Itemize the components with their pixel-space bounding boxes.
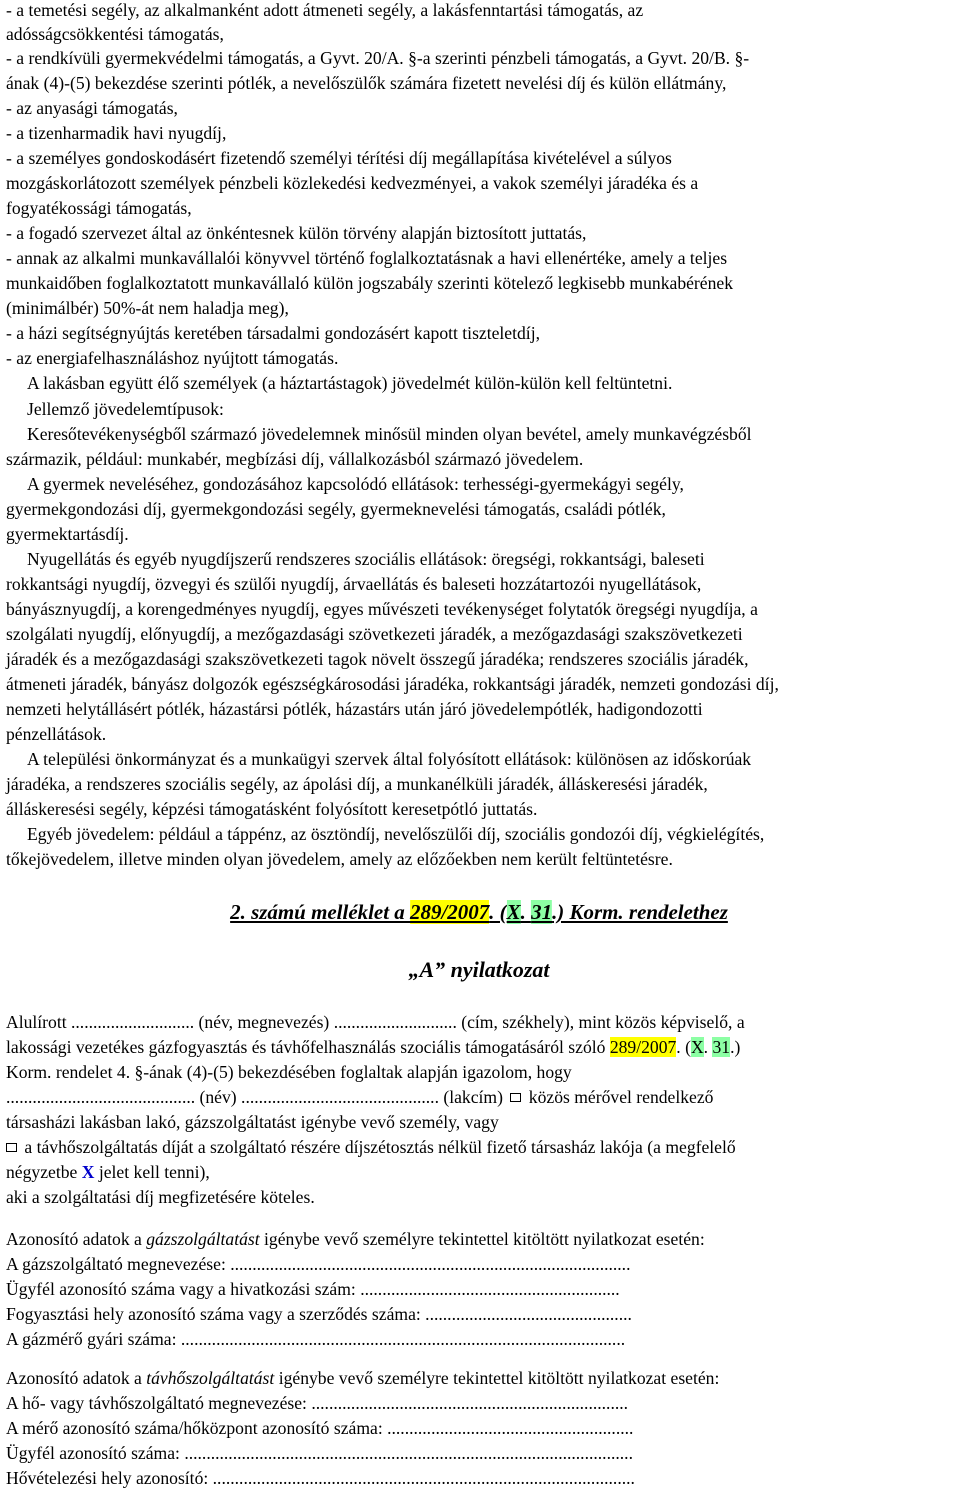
declaration-text: . [703,1037,713,1057]
gas-field-provider[interactable]: A gázszolgáltató megnevezése: ........................................................................................... [6,1254,631,1274]
heat-field-meter-id[interactable]: A mérő azonosító száma/hőközpont azonosító száma: ........................................................ [6,1418,634,1438]
annex-title-text: 2. számú melléklet a [230,900,411,924]
text-line: - a rendkívüli gyermekvédelmi támogatás, a Gyvt. 20/A. §-a szerinti pénzbeli támogatás, a Gyvt. 20/B. §- [6,48,750,68]
declaration-text: . ( [676,1037,691,1057]
decree-day: 31 [531,900,553,924]
text-line: rokkantsági nyugdíj, özvegyi és szülői nyugdíj, árvaellátás és baleseti hozzátartozói nyugellátások, [6,574,702,594]
text-line: pénzellátások. [6,724,107,744]
annex-title-text: . ( [489,900,507,924]
declaration-text: lakossági vezetékes gázfogyasztás és távhőfelhasználás szociális támogatásáról szóló [6,1037,610,1057]
gas-field-meter-serial[interactable]: A gázmérő gyári száma: ..................................................................................................... [6,1329,626,1349]
decree-number: 289/2007 [609,1037,677,1057]
declaration-line [6,1137,736,1157]
text-line: gyermektartásdíj. [6,524,129,544]
declaration-text: ........................................... (név) ............................................. (lakcím) [6,1087,503,1107]
text-line: - a fogadó szervezet által az önkéntesnek külön törvény alapján biztosított juttatás, [6,223,587,243]
text-line: álláskeresési segély, képzési támogatásként folyósított keresetpótló juttatás. [6,799,538,819]
declaration-line [6,1162,210,1182]
text-line: ának (4)-(5) bekezdése szerinti pótlék, a nevelőszülők számára fizetett nevelési díj és külön ellátmány, [6,73,727,93]
gas-field-client-id[interactable]: Ügyfél azonosító száma vagy a hivatkozási szám: ........................................................... [6,1279,620,1299]
text-line: származik, például: munkabér, megbízási díj, vállalkozásból származó jövedelem. [6,449,584,469]
text-line: bányásznyugdíj, a korengedményes nyugdíj, egyes művészeti tevékenységet folytatók öregségi nyugdíja, a [6,599,758,619]
text-line: járadék és a mezőgazdasági szakszövetkezeti tagok növelt összegű járadéka; rendszeres szociális járadék, [6,649,749,669]
text-line: A lakásban együtt élő személyek (a háztartástagok) jövedelmét külön-külön kell feltüntetni. [27,373,673,393]
declaration-text: a távhőszolgáltatás díját a szolgáltató részére díjszétosztás nélkül fizető társasház lakója (a megfelelő [24,1137,736,1157]
heat-intro-emphasis: távhőszolgáltatást [146,1368,275,1388]
heat-field-site-id[interactable]: Hővételezési hely azonosító: ................................................................................................ [6,1468,635,1488]
declaration-line: aki a szolgáltatási díj megfizetésére köteles. [6,1187,315,1207]
declaration-line [6,1087,713,1107]
text-line: Nyugellátás és egyéb nyugdíjszerű rendszeres szociális ellátások: öregségi, rokkantsági, baleseti [27,549,705,569]
gas-intro-emphasis: gázszolgáltatást [146,1229,260,1249]
text-line: A települési önkormányzat és a munkaügyi szervek által folyósított ellátások: különösen az időskorúak [27,749,752,769]
text-line: - az anyasági támogatás, [6,98,178,118]
text-line: munkaidőben foglalkoztatott munkavállaló külön jogszabály szerinti kötelező legkisebb munkabérének [6,273,733,293]
text-line: - a személyes gondoskodásért fizetendő személyi térítési díj megállapítása kivételével a súlyos [6,148,672,168]
declaration-line [6,1037,740,1057]
heat-field-provider[interactable]: A hő- vagy távhőszolgáltató megnevezése: ........................................................................ [6,1393,629,1413]
declaration-text: .) [730,1037,741,1057]
text-line: Keresőtevékenységből származó jövedelemnek minősül minden olyan bevétel, amely munkavégzésből [27,424,752,444]
text-line: - a tizenharmadik havi nyugdíj, [6,123,227,143]
decree-month: X [690,1037,704,1057]
annex-title-text: .) Korm. rendelethez [552,900,728,924]
text-line: nemzeti helytállásért pótlék, házastársi pótlék, házastárs után járó jövedelempótlék, hadigondozotti [6,699,703,719]
gas-intro-text: Azonosító adatok a [6,1229,147,1249]
decree-month: X [506,900,521,924]
text-line: A gyermek neveléséhez, gondozásához kapcsolódó ellátások: terhességi-gyermekágyi segély, [27,474,684,494]
gas-field-site-id[interactable]: Fogyasztási hely azonosító száma vagy a szerződés száma: ............................................... [6,1304,632,1324]
gas-intro-text: igénybe vevő személyre tekintettel kitöltött nyilatkozat esetén: [259,1229,705,1249]
text-line: - a temetési segély, az alkalmanként adott átmeneti segély, a lakásfenntartási támogatás, az [6,0,644,20]
gas-section-intro [6,1229,705,1249]
text-line: fogyatékossági támogatás, [6,198,192,218]
text-line: (minimálbér) 50%-át nem haladja meg), [6,298,289,318]
checkbox-shared-meter[interactable] [510,1093,521,1102]
x-mark: X [81,1162,95,1182]
declaration-line: Korm. rendelet 4. §-ának (4)-(5) bekezdésében foglaltak alapján igazolom, hogy [6,1062,572,1082]
text-line: - az energiafelhasználáshoz nyújtott támogatás. [6,348,339,368]
text-line: átmeneti járadék, bányász dolgozók egészségkárosodási járadéka, rokkantsági járadék, nemzeti gondozási díj, [6,674,779,694]
heat-section-intro [6,1368,719,1388]
declaration-line: társasházi lakásban lakó, gázszolgáltatást igénybe vevő személy, vagy [6,1112,499,1132]
text-line: mozgáskorlátozott személyek pénzbeli közlekedési kedvezményei, a vakok személyi járadéka és a [6,173,699,193]
annex-title [0,900,958,925]
heat-intro-text: Azonosító adatok a [6,1368,147,1388]
decree-number: 289/2007 [410,900,490,924]
text-line: adósságcsökkentési támogatás, [6,24,224,44]
text-line: szolgálati nyugdíj, előnyugdíj, a mezőgazdasági szövetkezeti járadék, a mezőgazdasági szakszövetkezeti [6,624,743,644]
declaration-text: közös mérővel rendelkező [528,1087,714,1107]
declaration-title: „A” nyilatkozat [408,957,550,982]
text-line: Jellemző jövedelemtípusok: [27,399,224,419]
text-line: tőkejövedelem, illetve minden olyan jövedelem, amely az előzőekben nem került feltüntetésre. [6,849,673,869]
declaration-text: négyzetbe [6,1162,82,1182]
text-line: - annak az alkalmi munkavállalói könyvvel történő foglalkoztatásnak a havi ellenértéke, amely a teljes [6,248,728,268]
declaration-text: jelet kell tenni), [94,1162,210,1182]
heat-intro-text: igénybe vevő személyre tekintettel kitöltött nyilatkozat esetén: [274,1368,720,1388]
annex-title-text: . [520,900,532,924]
text-line: - a házi segítségnyújtás keretében társadalmi gondozásért kapott tiszteletdíj, [6,323,540,343]
text-line: Egyéb jövedelem: például a táppénz, az ösztöndíj, nevelőszülői díj, szociális gondozói díj, végkielégítés, [27,824,765,844]
declaration-line: Alulírott ............................ (név, megnevezés) ............................ (cím, székhely), mint közös képviselő, a [6,1012,745,1032]
checkbox-district-heating[interactable] [6,1143,17,1152]
text-line: járadéka, a rendszeres szociális segély, az ápolási díj, a munkanélküli járadék, álláskeresési járadék, [6,774,708,794]
heat-field-client-id[interactable]: Ügyfél azonosító száma: ...................................................................................................... [6,1443,633,1463]
decree-day: 31 [712,1037,731,1057]
text-line: gyermekgondozási díj, gyermekgondozási segély, gyermeknevelési támogatás, családi pótlék, [6,499,666,519]
